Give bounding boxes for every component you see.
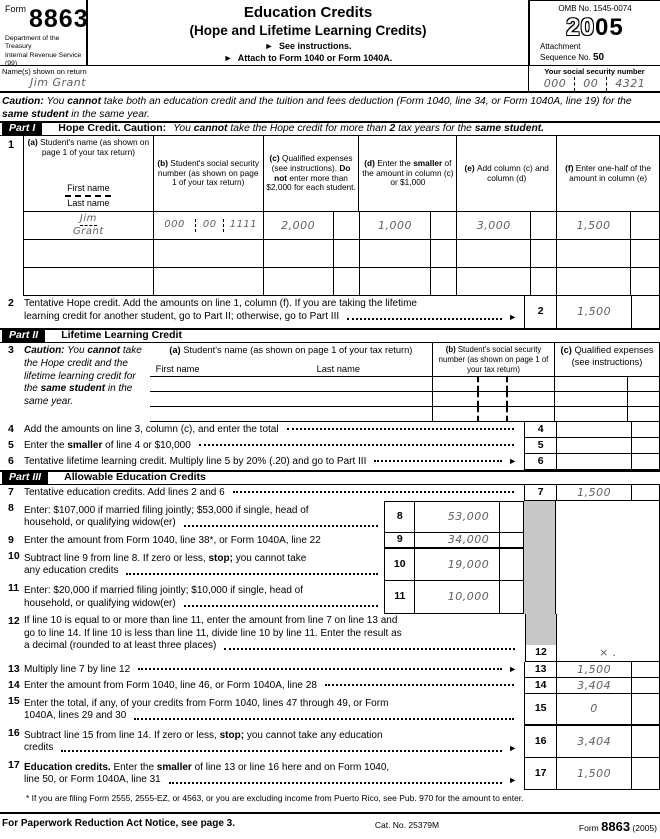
cents-cell — [631, 694, 659, 726]
ll-ssn-column — [432, 343, 554, 422]
line4-box-label: 4 — [524, 422, 556, 438]
cents-cell — [631, 726, 659, 758]
attachment-sequence: Attachment Sequence No. 50 — [540, 42, 605, 63]
dot-leader — [184, 605, 379, 607]
goto-arrow-icon: ► — [508, 775, 518, 786]
qualified-expenses-value[interactable] — [264, 240, 334, 268]
line6-value[interactable] — [556, 454, 631, 470]
cents-cell — [531, 240, 557, 268]
line7-row: 7 Tentative education credits. Add lines 2 and 6 7 1,500 — [0, 485, 660, 501]
ll-expense-row[interactable] — [555, 377, 659, 392]
line8-row: 8 Enter: $107,000 if married filing jointly; $53,000 if single, head of household, or qualifying widow(er) 8 53,000 — [0, 501, 660, 533]
shaded-strip — [524, 549, 556, 581]
line14-value[interactable]: 3,404 — [556, 678, 631, 694]
goto-arrow-icon: ► — [508, 456, 518, 467]
cents-cell — [431, 240, 457, 268]
tax-year: 2005 — [566, 14, 624, 41]
smaller-amount-value[interactable] — [360, 240, 432, 268]
cents-cell — [631, 422, 659, 438]
dot-leader — [184, 525, 379, 527]
line10-inset-box — [384, 549, 524, 581]
line7-box-label: 7 — [524, 485, 556, 501]
see-instructions-note: ► See instructions. — [264, 40, 352, 51]
line10-box-label: 10 — [384, 549, 414, 581]
form-title: Education Credits — [243, 4, 373, 21]
dot-leader — [169, 782, 503, 784]
dot-leader — [347, 318, 502, 320]
paperwork-notice: For Paperwork Reduction Act Notice, see page 3. — [2, 818, 236, 829]
ll-ssn-row[interactable] — [433, 377, 554, 392]
line9-value[interactable]: 34,000 — [414, 533, 499, 549]
omb-number: OMB No. 1545-0074 — [558, 4, 632, 13]
taxpayer-row — [0, 66, 660, 93]
part1-label: Part I — [2, 123, 42, 136]
cents-cell — [627, 392, 659, 406]
dot-leader — [199, 444, 514, 446]
ssn-field — [528, 66, 660, 91]
ll-ssn-row[interactable] — [433, 392, 554, 407]
shaded-strip — [524, 581, 556, 614]
line1-number: 1 — [8, 139, 15, 151]
student-name-cell[interactable] — [24, 240, 154, 268]
top-caution: Caution: You cannot take both an education credit and the tuition and fees deduction (Form 1040, line 34, or Form 1040A, line 19) for the same student in the same year. — [2, 96, 632, 120]
line13-value[interactable]: 1,500 — [556, 662, 631, 678]
cents-cell — [431, 268, 457, 296]
name-field — [0, 66, 528, 91]
col-c-header: (c) Qualified expenses (see instructions). Do not enter more than $2,000 for each student. — [264, 136, 360, 211]
ll-expense-row[interactable] — [555, 407, 659, 422]
ll-name-row[interactable] — [150, 377, 432, 392]
line11-box-label: 11 — [384, 581, 414, 614]
line10-value[interactable]: 19,000 — [414, 549, 499, 581]
name-label: Name(s) shown on return — [2, 67, 87, 76]
dot-leader — [138, 668, 502, 670]
goto-arrow-icon: ► — [508, 311, 518, 322]
line11-row: 11 Enter: $20,000 if married filing jointly; $10,000 if single, head of household, or qualifying widow(er) 11 10,000 — [0, 581, 660, 614]
line11-inset-box — [384, 581, 524, 614]
line15-row: 15 Enter the total, if any, of your credits from Form 1040, lines 47 through 49, or Form 1040A, lines 29 and 30 15 0 — [0, 694, 660, 726]
line17-box-label: 17 — [524, 758, 556, 790]
line9-inset-box — [384, 533, 524, 549]
cents-cell — [631, 296, 659, 328]
cents-cell — [631, 454, 659, 470]
cents-cell — [334, 212, 360, 240]
part2-label: Part II — [2, 330, 45, 343]
line4-row: 4 Add the amounts on line 3, column (c), and enter the total 4 — [0, 422, 660, 438]
dot-leader — [287, 428, 515, 430]
student-ssn-cell[interactable] — [154, 240, 264, 268]
line12-value[interactable]: × . — [599, 646, 617, 660]
ll-expense-row[interactable] — [555, 392, 659, 407]
sum-cd-value[interactable]: 3,000 — [457, 212, 531, 240]
form-word: Form — [5, 4, 26, 14]
shaded-strip — [525, 614, 557, 645]
dot-leader — [233, 491, 515, 493]
qualified-expenses-value[interactable]: 2,000 — [264, 212, 334, 240]
cents-cell — [631, 438, 659, 454]
line4-value[interactable] — [556, 422, 631, 438]
part1-title: Hope Credit. Caution: — [58, 122, 170, 135]
cents-cell — [627, 407, 659, 421]
ll-name-column — [150, 343, 432, 422]
cents-cell — [499, 533, 524, 549]
line9-box-label: 9 — [384, 533, 414, 549]
part3-label: Part III — [2, 472, 48, 485]
line5-box-label: 5 — [524, 438, 556, 454]
ssn-label: Your social security number — [544, 67, 645, 76]
line6-row: 6 Tentative lifetime learning credit. Multiply line 5 by 20% (.20) and go to Part III ► 6 — [0, 454, 660, 470]
student-name-cell[interactable] — [24, 268, 154, 296]
goto-arrow-icon: ► — [508, 743, 518, 754]
hope-table-header — [24, 136, 660, 212]
part2-title: Lifetime Learning Credit — [61, 329, 182, 342]
dot-leader — [126, 573, 378, 575]
cents-cell — [499, 581, 524, 614]
line2-number: 2 — [8, 297, 14, 309]
dot-leader — [61, 750, 502, 752]
smaller-amount-value[interactable]: 1,000 — [360, 212, 432, 240]
ll-ssn-row[interactable] — [433, 407, 554, 422]
student-name-cell[interactable] — [24, 212, 154, 240]
dot-leader — [325, 684, 514, 686]
line8-box-label: 8 — [384, 501, 414, 533]
line12-row: 12 If line 10 is equal to or more than line 11, enter the amount from line 7 on line 13 and go to line 14. If line 10 is less than line 11, divide line 10 by line 11. Enter the result as a decimal (rounded to at least three places) 12 × . — [0, 614, 660, 662]
line3-number: 3 — [8, 344, 14, 356]
shaded-strip — [524, 501, 556, 533]
arrow-icon: ► — [223, 52, 233, 63]
form-subtitle: (Hope and Lifetime Learning Credits) — [189, 22, 427, 38]
cents-cell — [627, 377, 659, 391]
attach-note: ► Attach to Form 1040 or Form 1040A. — [223, 52, 393, 63]
one-half-value[interactable]: 1,500 — [557, 212, 631, 240]
department-lines: Department of the Treasury Internal Revenue Service (99) — [5, 35, 82, 67]
line17-row: 17 Education credits. Enter the smaller of line 13 or line 16 here and on Form 1040, line 50, or Form 1040A, line 31 ► 17 1,500 — [0, 758, 660, 790]
line8-value[interactable]: 53,000 — [414, 501, 499, 533]
line5-row: 5 Enter the smaller of line 4 or $10,000 5 — [0, 438, 660, 454]
line15-box-label: 15 — [524, 694, 556, 726]
smaller-amount-value[interactable] — [360, 268, 432, 296]
ll-col-b-header: (b) Student's social security number (as shown on page 1 of your tax return) — [433, 343, 554, 377]
line12-box-label: 12 — [525, 645, 557, 661]
line9-row: 9 Enter the amount from Form 1040, line 38*, or Form 1040A, line 22 9 34,000 — [0, 533, 660, 549]
ll-name-row[interactable] — [150, 392, 432, 407]
line16-box-label: 16 — [524, 726, 556, 758]
form-header — [0, 0, 660, 66]
line16-value[interactable]: 3,404 — [556, 726, 631, 758]
cents-cell — [631, 662, 659, 678]
line17-value[interactable]: 1,500 — [556, 758, 631, 790]
student-row — [24, 240, 660, 268]
part3-title: Allowable Education Credits — [64, 471, 206, 484]
line2-box-label: 2 — [524, 296, 556, 328]
form-id-block — [0, 0, 88, 65]
student-last-name[interactable]: Grant — [73, 226, 104, 238]
cents-cell — [631, 678, 659, 694]
form-footer — [0, 812, 660, 835]
line7-value[interactable]: 1,500 — [556, 485, 631, 501]
cents-cell — [334, 240, 360, 268]
ll-col-a-header: (a) Student's name (as shown on page 1 of your tax return) First name Last name — [150, 343, 432, 377]
line6-box-label: 6 — [524, 454, 556, 470]
line3-caution: Caution: You cannot take the Hope credit and the lifetime learning credit for the same student in the same year. — [23, 345, 142, 408]
catalog-number: Cat. No. 25379M — [374, 820, 440, 830]
part3-bar — [0, 470, 660, 485]
ll-expenses-column — [554, 343, 659, 422]
line8-inset-box — [384, 501, 524, 533]
line2-row: 2 Tentative Hope credit. Add the amounts on line 1, column (f). If you are taking the lifetime learning credit for another student, go to Part II; otherwise, go to Part III ► 2 1,500 — [0, 296, 660, 328]
col-d-header: (d) Enter the smaller of the amount in column (c) or $1,000 — [359, 136, 457, 211]
cents-cell — [631, 212, 660, 240]
student-first-name[interactable]: Jim — [80, 212, 97, 226]
dot-leader — [374, 460, 502, 462]
asterisk-footnote: * If you are filing Form 2555, 2555-EZ, or 4563, or you are excluding income from Puerto Rico, see Pub. 970 for the amount to enter. — [26, 793, 524, 803]
col-f-header: (f) Enter one-half of the amount in column (e) — [557, 136, 660, 211]
cents-cell — [334, 268, 360, 296]
hope-credit-table — [0, 136, 660, 296]
student-ssn-cell[interactable] — [154, 268, 264, 296]
part2-bar — [0, 328, 660, 343]
ll-col-c-header: (c) Qualified expenses (see instructions) — [555, 343, 659, 377]
arrow-icon: ► — [264, 40, 274, 51]
goto-arrow-icon: ► — [508, 664, 518, 675]
line2-value[interactable]: 1,500 — [556, 296, 631, 328]
cents-cell — [631, 240, 660, 268]
line16-row: 16 Subtract line 15 from line 14. If zero or less, stop; you cannot take any education credits ► 16 3,404 — [0, 726, 660, 758]
line10-row: 10 Subtract line 9 from line 8. If zero or less, stop; you cannot take any education credits 10 19,000 — [0, 549, 660, 581]
line14-row: 14 Enter the amount from Form 1040, line 46, or Form 1040A, line 28 14 3,404 — [0, 678, 660, 694]
line13-row: 13 Multiply line 7 by line 12 ► 13 1,500 — [0, 662, 660, 678]
taxpayer-name-value[interactable]: Jim Grant — [30, 76, 87, 90]
form-footer-id: Form 8863 (2005) — [578, 819, 657, 834]
col-a-header: (a) Student's name (as shown on page 1 of your tax return) First name Last name — [24, 136, 154, 211]
cents-cell — [631, 758, 659, 790]
line5-value[interactable] — [556, 438, 631, 454]
taxpayer-ssn-value[interactable]: 000 00 4321 — [531, 77, 658, 91]
one-half-value[interactable] — [557, 268, 631, 296]
sum-cd-value[interactable] — [457, 240, 531, 268]
student-ssn-cell[interactable]: 000 00 1111 — [154, 212, 264, 240]
cents-cell — [631, 485, 659, 501]
ll-name-row[interactable] — [150, 407, 432, 422]
cents-cell — [499, 549, 524, 581]
dot-leader — [134, 718, 514, 720]
shaded-strip — [524, 533, 556, 549]
cents-cell — [531, 268, 557, 296]
line14-box-label: 14 — [524, 678, 556, 694]
part1-caution: You cannot take the Hope credit for more than 2 tax years for the same student. — [173, 122, 545, 134]
cents-cell — [531, 212, 557, 240]
sum-cd-value[interactable] — [457, 268, 531, 296]
col-b-header: (b) Student's social security number (as shown on page 1 of your tax return) — [154, 136, 264, 211]
dot-leader — [224, 648, 515, 650]
name-dash-separator — [65, 195, 111, 197]
omb-block — [528, 0, 660, 65]
part1-bar — [0, 121, 660, 136]
cents-cell — [431, 212, 457, 240]
lifetime-learning-table — [0, 343, 660, 422]
form-title-block — [88, 0, 528, 65]
line11-value[interactable]: 10,000 — [414, 581, 499, 614]
one-half-value[interactable] — [557, 240, 631, 268]
cents-cell — [499, 501, 524, 533]
cents-cell — [631, 268, 660, 296]
form-number: 8863 — [29, 5, 89, 33]
student-row — [24, 268, 660, 296]
line15-value[interactable]: 0 — [556, 694, 631, 726]
qualified-expenses-value[interactable] — [264, 268, 334, 296]
line13-box-label: 13 — [524, 662, 556, 678]
col-e-header: (e) Add column (c) and column (d) — [457, 136, 557, 211]
student-row — [24, 212, 660, 240]
